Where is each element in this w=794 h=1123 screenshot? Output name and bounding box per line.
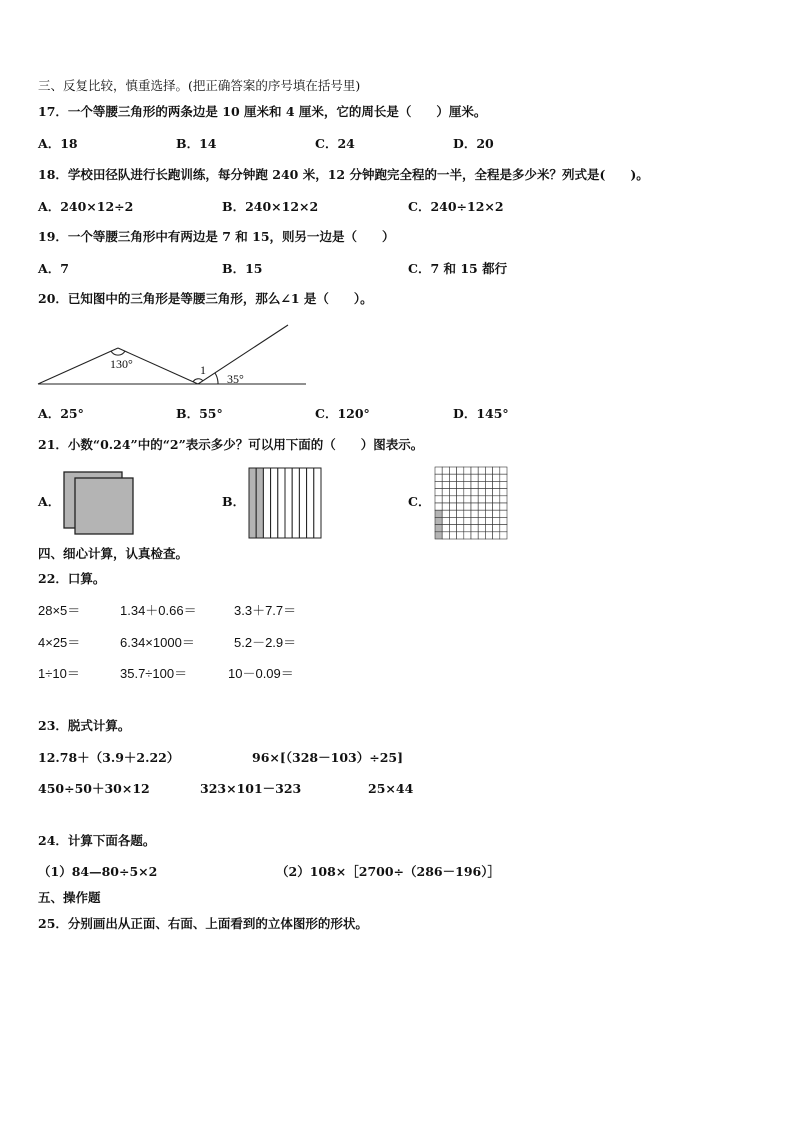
tenths-column [271,468,278,538]
q20-option-b: B．55° [176,406,223,421]
step-calc-2: 96×[（328－103）÷25] [252,750,404,765]
grid-cell [464,503,471,510]
grid-cell [493,474,500,481]
grid-cell [500,467,507,474]
grid-cell [478,467,485,474]
grid-cell [464,510,471,517]
grid-cell [500,489,507,496]
grid-cell [471,510,478,517]
grid-cell [500,510,507,517]
q19-option-a: A．7 [38,261,69,276]
option-b-tenths-figure [248,467,328,539]
grid-cell [442,525,449,532]
q19-option-c: C．7 和 15 都行 [408,261,508,276]
grid-cell [449,510,456,517]
step-calc-5: 25×44 [368,781,414,796]
q17-option-c: C．24 [315,136,355,151]
grid-cell [500,517,507,524]
grid-cell [471,517,478,524]
grid-cell [485,525,492,532]
oral-calc-2-1: 4×25＝ [38,635,81,650]
grid-cell [471,532,478,539]
q21-option-a-label: A． [38,494,61,509]
grid-cell [464,517,471,524]
grid-cell [485,481,492,488]
oral-calc-2-2: 6.34×1000＝ [120,635,195,650]
tenths-column [307,468,314,538]
q20-option-c: C．120° [315,406,370,421]
step-calc-1: 12.78＋（3.9＋2.22） [38,750,180,765]
step-calc-4: 323×101－323 [200,781,302,796]
q17-option-d: D．20 [453,136,494,151]
grid-cell [449,467,456,474]
front-square [75,478,133,534]
grid-cell [464,489,471,496]
grid-cell [485,532,492,539]
grid-cell [435,467,442,474]
tenths-column [256,468,263,538]
grid-cell [471,525,478,532]
grid-cell [449,496,456,503]
grid-cell [457,525,464,532]
grid-cell [457,467,464,474]
question-25-stem: 25．分别画出从正面、右面、上面看到的立体图形的形状。 [38,916,368,931]
grid-cell [485,496,492,503]
grid-cell [478,496,485,503]
grid-cell [493,481,500,488]
grid-cell [442,510,449,517]
q21-option-c-label: C． [408,494,431,509]
grid-cell [449,517,456,524]
q18-option-a: A．240×12÷2 [38,199,134,214]
grid-cell [500,496,507,503]
grid-cell [449,489,456,496]
grid-cell [449,532,456,539]
question-23-title: 23．脱式计算。 [38,718,131,733]
grid-cell [442,474,449,481]
grid-cell [464,467,471,474]
grid-cell [449,474,456,481]
section-5-heading: 五、操作题 [38,890,101,905]
grid-cell [457,489,464,496]
triangle-left-side [38,348,118,384]
grid-cell [464,525,471,532]
question-21-stem: 21．小数“0.24”中的“2”表示多少？可以用下面的（ ）图表示。 [38,437,424,452]
section-4-heading: 四、细心计算，认真检查。 [38,546,189,561]
grid-cell [442,532,449,539]
grid-cell [478,510,485,517]
grid-cell [457,481,464,488]
question-20-stem: 20．已知图中的三角形是等腰三角形，那么∠1 是（ ）。 [38,291,373,306]
grid-cell [493,467,500,474]
grid-cell [485,503,492,510]
q17-option-a: A．18 [38,136,78,151]
question-22-title: 22．口算。 [38,571,106,586]
question-18-stem: 18．学校田径队进行长跑训练，每分钟跑 240 米，12 分钟跑完全程的一半，全程是多少米？列式是( )。 [38,167,649,182]
grid-cell [435,503,442,510]
grid-cell [471,489,478,496]
grid-cell [485,489,492,496]
grid-cell [442,496,449,503]
grid-cell [471,503,478,510]
grid-cell [471,467,478,474]
grid-cell [457,510,464,517]
tenths-column [299,468,306,538]
option-a-squares-figure [62,470,142,540]
grid-cell [493,525,500,532]
grid-cell [478,489,485,496]
tenths-column [285,468,292,538]
oral-calc-1-1: 28×5＝ [38,603,81,618]
angle-130-arc [111,351,125,355]
q24-item-1: （1）84—80÷5×2 [38,864,158,879]
question-24-title: 24．计算下面各题。 [38,833,156,848]
oral-calc-3-1: 1÷10＝ [38,666,80,681]
tenths-column [314,468,321,538]
grid-cell [478,503,485,510]
grid-cell [435,525,442,532]
grid-cell [435,532,442,539]
grid-cell [493,517,500,524]
grid-cell [442,489,449,496]
grid-cell [457,532,464,539]
label-35-degrees: 35° [227,372,244,386]
q18-option-c: C．240÷12×2 [408,199,504,214]
grid-cell [493,532,500,539]
label-angle-1: 1 [200,363,206,377]
oral-calc-3-3: 10－0.09＝ [228,666,294,681]
q24-item-2: （2）108×［2700÷（286－196）］ [276,864,500,879]
grid-cell [442,517,449,524]
grid-cell [435,517,442,524]
tenths-column [292,468,299,538]
grid-cell [442,467,449,474]
grid-cell [435,474,442,481]
label-130-degrees: 130° [110,357,133,371]
grid-cell [493,489,500,496]
grid-cell [471,474,478,481]
oral-calc-3-2: 35.7÷100＝ [120,666,188,681]
grid-cell [478,517,485,524]
grid-cell [464,496,471,503]
tenths-column [263,468,270,538]
q21-option-b-label: B． [222,494,246,509]
grid-cell [464,474,471,481]
grid-cell [500,481,507,488]
grid-cell [478,532,485,539]
grid-cell [435,510,442,517]
question-19-stem: 19．一个等腰三角形中有两边是 7 和 15，则另一边是（ ） [38,229,395,244]
grid-cell [471,496,478,503]
q18-option-b: B．240×12×2 [222,199,319,214]
grid-cell [449,525,456,532]
grid-cell [493,510,500,517]
grid-cell [485,510,492,517]
oral-calc-2-3: 5.2－2.9＝ [234,635,297,650]
oral-calc-1-2: 1.34＋0.66＝ [120,603,197,618]
tenths-column [249,468,256,538]
grid-cell [478,525,485,532]
grid-cell [500,503,507,510]
grid-cell [485,517,492,524]
grid-cell [500,474,507,481]
grid-cell [493,496,500,503]
grid-cell [435,496,442,503]
grid-cell [435,481,442,488]
q20-option-a: A．25° [38,406,84,421]
grid-cell [457,496,464,503]
grid-cell [500,525,507,532]
grid-cell [471,481,478,488]
grid-cell [457,503,464,510]
section-3-heading: 三、反复比较，慎重选择。(把正确答案的序号填在括号里) [38,78,361,93]
q17-option-b: B．14 [176,136,217,151]
grid-cell [442,503,449,510]
grid-cell [464,481,471,488]
question-17-stem: 17．一个等腰三角形的两条边是 10 厘米和 4 厘米，它的周长是（ ）厘米。 [38,104,487,119]
grid-cell [435,489,442,496]
grid-cell [493,503,500,510]
q20-option-d: D．145° [453,406,509,421]
angle-35-arc [215,373,218,384]
option-c-hundredths-grid [434,466,510,542]
grid-cell [500,532,507,539]
grid-cell [457,474,464,481]
grid-cell [478,474,485,481]
oral-calc-1-3: 3.3＋7.7＝ [234,603,297,618]
grid-cell [485,467,492,474]
grid-cell [485,474,492,481]
grid-cell [457,517,464,524]
q19-option-b: B．15 [222,261,263,276]
grid-cell [449,503,456,510]
grid-cell [478,481,485,488]
tenths-column [278,468,285,538]
step-calc-3: 450÷50＋30×12 [38,781,150,796]
grid-cell [464,532,471,539]
grid-cell [442,481,449,488]
grid-cell [449,481,456,488]
